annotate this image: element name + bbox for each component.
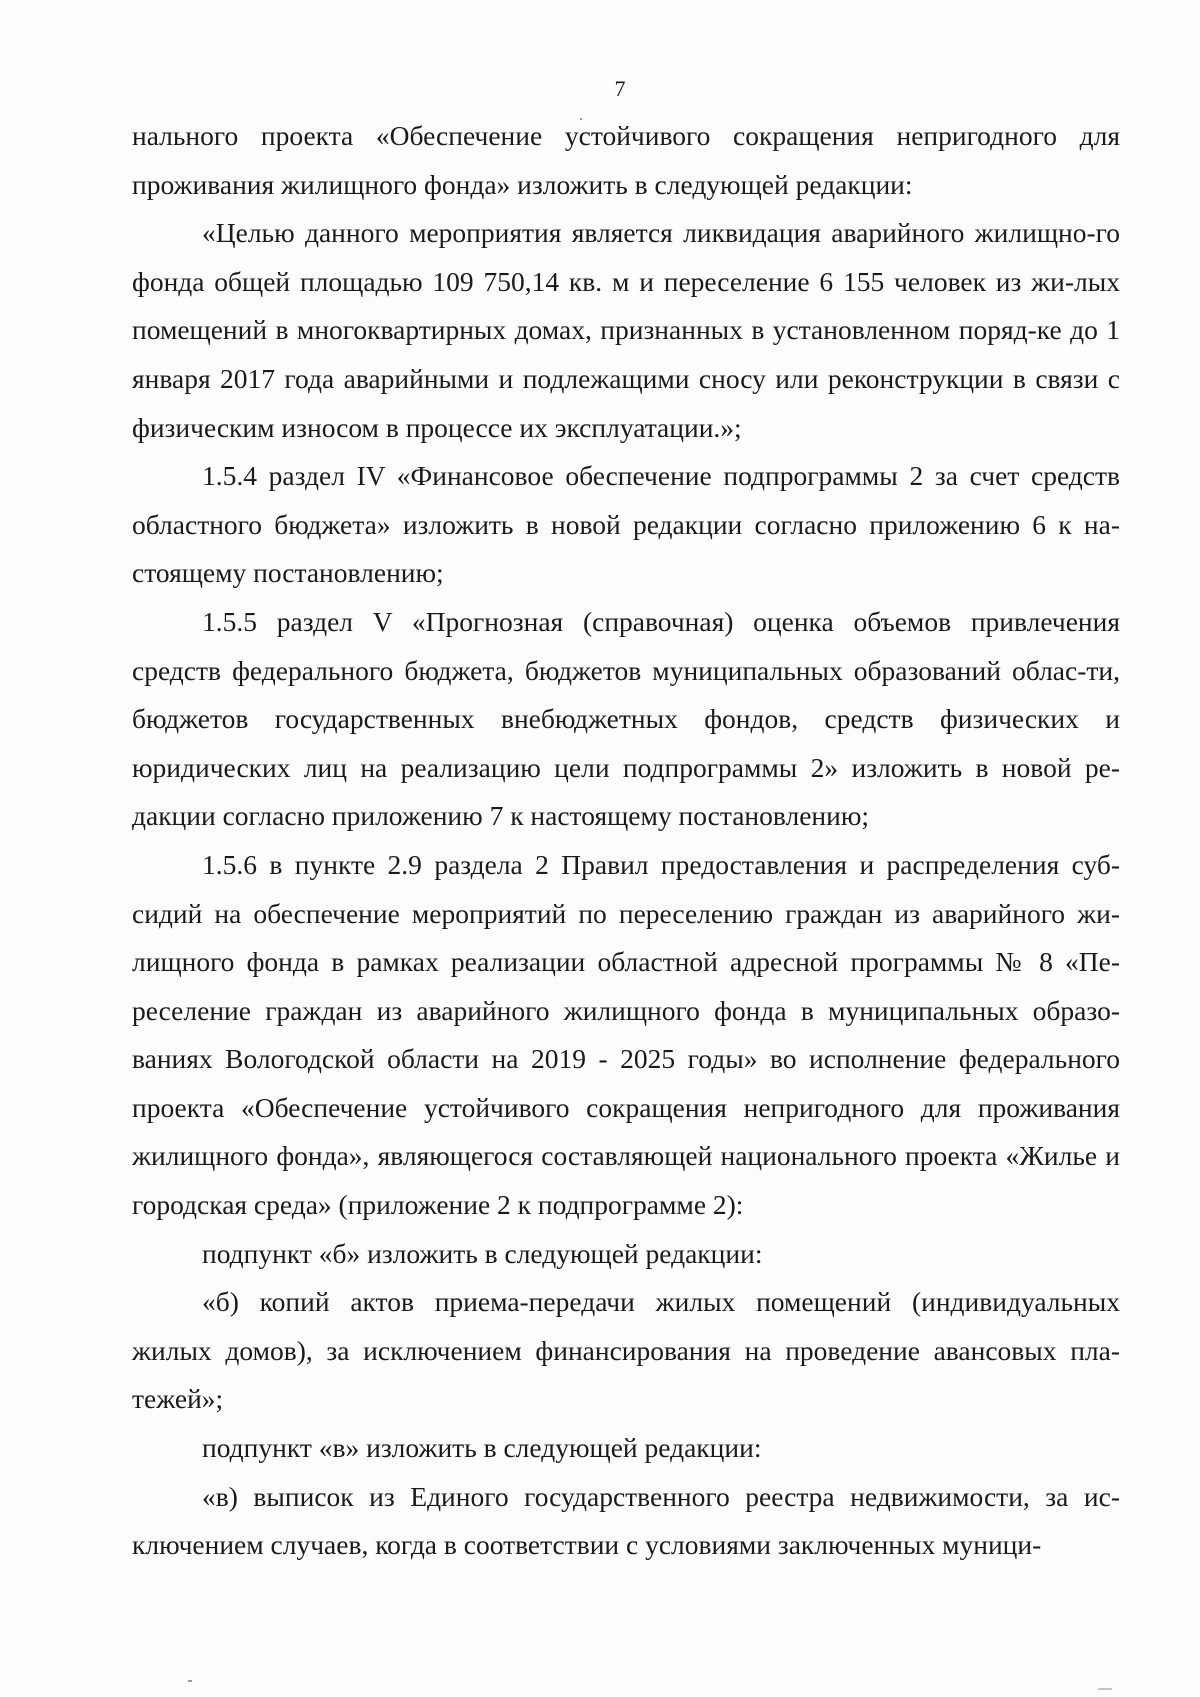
paragraph-1-5-5 (132, 598, 1120, 841)
text-line: тежей»; (132, 1383, 224, 1415)
text-line: жилых домов), за исключением финансирования на проведение авансовых пла- (132, 1334, 1120, 1366)
document-body (132, 112, 1120, 1570)
paragraph-1-5-6 (132, 841, 1120, 1230)
text-line: нального проекта «Обеспечение устойчивого сокращения непригодного для (132, 120, 1120, 151)
text-line: подпункт «в» изложить в следующей редакции: (202, 1432, 762, 1464)
scan-dot (580, 118, 582, 120)
text-line: 1.5.4 раздел IV «Финансовое обеспечение подпрограммы 2 за счет средств (202, 460, 1120, 492)
paragraph-subitem-b-intro (132, 1230, 1120, 1279)
text-line: проживания жилищного фонда» изложить в следующей редакции: (132, 168, 913, 200)
scan-dot (188, 1680, 192, 1682)
text-line: «Целью данного мероприятия является ликвидация аварийного жилищно- (202, 217, 1096, 249)
text-line: дакции согласно приложению 7 к настоящему постановлению; (132, 800, 870, 832)
text-line: ключением случаев, когда в соответствии с условиями заключенных муници- (132, 1529, 1042, 1561)
paragraph-subitem-v-intro (132, 1424, 1120, 1473)
text-line: лищного фонда в рамках реализации областной адресной программы № 8 «Пе- (132, 946, 1120, 978)
text-line: реселение граждан из аварийного жилищного фонда в муниципальных образо- (132, 994, 1120, 1026)
text-line: сидий на обеспечение мероприятий по переселению граждан из аварийного жи- (132, 897, 1120, 929)
paragraph-subitem-v-text (132, 1473, 1120, 1570)
text-line: 1.5.5 раздел V «Прогнозная (справочная) оценка объемов привлечения (202, 605, 1120, 637)
text-line: ке до 1 января 2017 года аварийными и подлежащими сносу или реконструкции (132, 314, 1120, 394)
text-line: 1.5.6 в пункте 2.9 раздела 2 Правил предоставления и распределения суб- (202, 848, 1120, 880)
text-line: ваниях Вологодской области на 2019 - 2025 годы» во исполнение федерального (132, 1043, 1120, 1075)
scan-dot (1098, 1688, 1112, 1690)
text-line: «б) копий актов приема-передачи жилых помещений (индивидуальных (202, 1286, 1120, 1318)
text-line: проекта «Обеспечение устойчивого сокращения непригодного для проживания (132, 1091, 1120, 1123)
text-line: ти, бюджетов государственных внебюджетных фондов, средств физических и (132, 654, 1120, 735)
text-line: стоящему постановлению; (132, 557, 444, 589)
paragraph-goal-quote (132, 209, 1120, 452)
text-line: юридических лиц на реализацию цели подпрограммы 2» изложить в новой ре- (132, 751, 1120, 783)
text-line: в связи с физическим износом в процессе их эксплуатации.»; (132, 362, 1120, 443)
page-number: 7 (614, 76, 626, 101)
paragraph-subitem-b-text (132, 1278, 1120, 1424)
text-line: и городская среда» (приложение 2 к подпрограмме 2): (132, 1140, 1120, 1221)
text-line: го фонда общей площадью 109 750,14 кв. м и переселение 6 155 человек из жи- (132, 217, 1120, 297)
paragraph-1-5-4 (132, 452, 1120, 598)
text-line: областного бюджета» изложить в новой редакции согласно приложению 6 к на- (132, 508, 1120, 540)
text-line: средств федерального бюджета, бюджетов муниципальных образований облас- (132, 654, 1087, 686)
text-line: лых помещений в многоквартирных домах, признанных в установленном поряд- (132, 265, 1120, 346)
text-line: «в) выписок из Единого государственного реестра недвижимости, за ис- (202, 1480, 1120, 1512)
text-line: подпункт «б» изложить в следующей редакции: (202, 1237, 763, 1269)
text-line: жилищного фонда», являющегося составляющей национального проекта «Жилье (132, 1140, 1106, 1172)
paragraph-continuation (132, 112, 1120, 209)
